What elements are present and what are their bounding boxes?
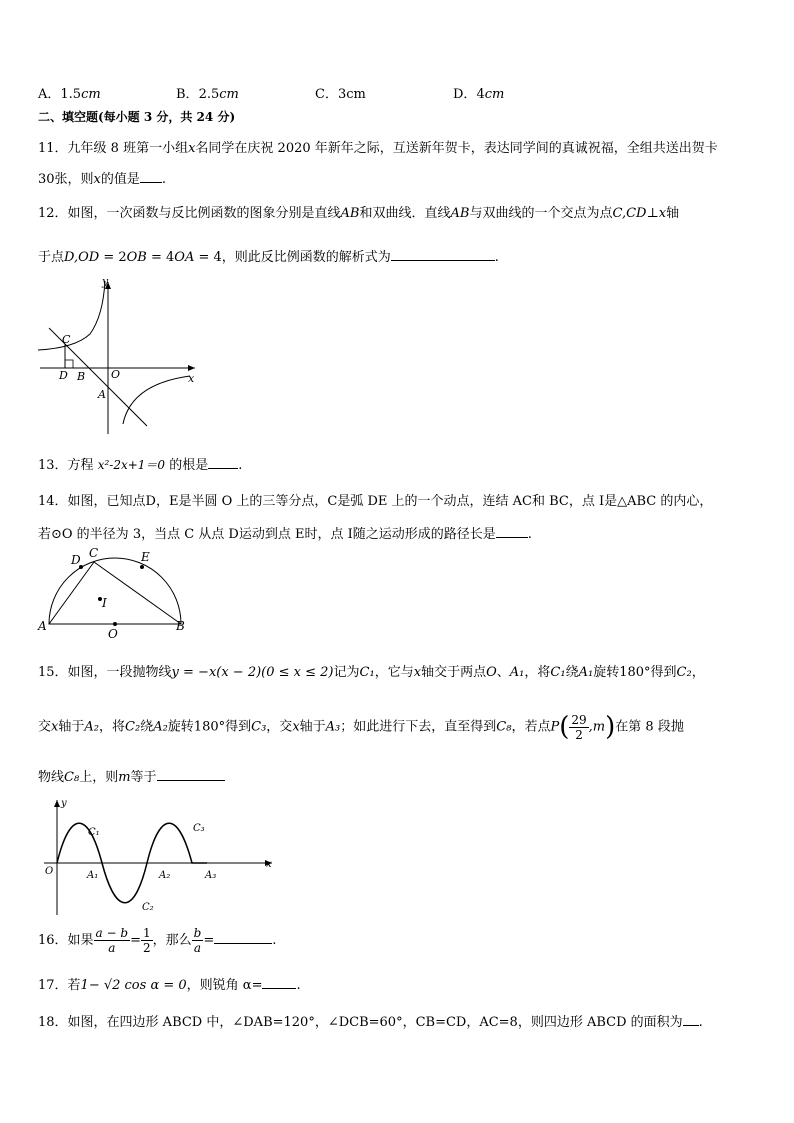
q15-line3: 物线C₈上，则m等于 — [38, 766, 225, 785]
label-e: E — [141, 550, 150, 564]
label-y: y — [102, 276, 109, 288]
figure-q14 — [35, 542, 195, 642]
section-title: 二、填空题(每小题 3 分，共 24 分) — [38, 110, 236, 124]
answer-blank[interactable] — [391, 248, 495, 261]
label-c: C — [62, 333, 71, 346]
label-d: D — [71, 553, 81, 567]
label-x: x — [266, 859, 272, 870]
segment-bc — [94, 562, 181, 624]
answer-blank[interactable] — [140, 170, 162, 183]
q15-line2: 交x轴于A₂，将C₂绕A₂旋转180°得到C₃，交x轴于A₃；如此进行下去，直至得到C₈，若点P( $\frac{29}{2}$ ,m)在第 8 段抛 — [38, 712, 684, 742]
label-y: y — [61, 798, 67, 809]
q14-line2: 若⊙O 的半径为 3，当点 C 从点 D运动到点 E时，点 I随之运动形成的路径长是 . — [38, 527, 532, 542]
label-c2: C₂ — [142, 902, 154, 913]
label-c: C — [89, 546, 99, 560]
answer-blank[interactable] — [683, 1013, 699, 1026]
label-c3: C₃ — [193, 823, 205, 834]
point-e — [140, 565, 144, 569]
x-axis-arrow-icon — [188, 365, 195, 371]
answer-blank[interactable] — [496, 525, 528, 538]
hyperbola-right — [123, 376, 190, 424]
q14-line1: 14．如图，已知点D，E是半圆 O 上的三等分点，C是弧 DE 上的一个动点，连结 AC和 BC，点 I是△ABC 的内心， — [38, 494, 713, 509]
answer-blank[interactable] — [157, 768, 225, 781]
label-x: x — [188, 372, 195, 385]
y-axis-arrow-icon — [54, 800, 60, 807]
label-a2: A₂ — [159, 870, 171, 881]
option-a: A．1.5cm — [38, 87, 101, 102]
point-o — [113, 622, 117, 626]
label-o: O — [111, 368, 121, 381]
label-a3: A₃ — [205, 870, 217, 881]
segment-ac — [49, 562, 94, 624]
q18-line: 18．如图，在四边形 ABCD 中，∠DAB=120°，∠DCB=60°，CB=CD，AC=8，则四边形 ABCD 的面积为 . — [38, 1015, 703, 1030]
answer-blank[interactable] — [214, 931, 272, 944]
hyperbola-left — [38, 281, 105, 350]
q11-line2: 30张，则x的值是 . — [38, 172, 167, 187]
label-a: A — [38, 619, 47, 633]
semicircle — [49, 558, 181, 624]
label-b: B — [176, 619, 185, 633]
label-a1: A₁ — [87, 870, 99, 881]
option-c: C．3cm — [315, 87, 366, 102]
label-o: O — [108, 627, 118, 641]
label-o: O — [45, 866, 54, 877]
label-a: A — [98, 388, 106, 401]
q15-line1: 15．如图，一段抛物线y = −x(x − 2)(0 ≤ x ≤ 2)记为C₁，它与x轴交于两点O、A₁，将C₁绕A₁旋转180°得到C₂， — [38, 665, 705, 680]
label-d: D — [59, 369, 68, 382]
label-c1: C₁ — [88, 827, 100, 838]
q17-line: 17．若1− √2 cos α = 0，则锐角 α= . — [38, 978, 301, 993]
right-angle-mark — [65, 360, 73, 368]
q16-line: 16．如果 $\frac{a - b}{a}$ = $\frac{1}{2}$ ，那么 $\frac{b}{a}$ = . — [38, 926, 277, 955]
answer-blank[interactable] — [208, 456, 238, 469]
q12-line2: 于点D,OD = 2OB = 4OA = 4，则此反比例函数的解析式为 . — [38, 250, 499, 265]
option-d: D．4cm — [453, 87, 505, 102]
answer-blank[interactable] — [262, 976, 296, 989]
q13-line: 13．方程 x²-2x+1＝0 的根是 . — [38, 458, 243, 473]
figure-q15 — [40, 795, 280, 920]
q11-line1: 11．九年级 8 班第一小组x名同学在庆祝 2020 年新年之际，互送新年贺卡，表达同学间的真诚祝福，全组共送出贺卡 — [38, 141, 718, 156]
option-b: B．2.5cm — [176, 87, 239, 102]
q12-line1: 12．如图，一次函数与反比例函数的图象分别是直线AB和双曲线．直线AB与双曲线的一个交点为点C,CD⊥x轴 — [38, 206, 680, 221]
label-i: I — [102, 596, 107, 610]
label-b: B — [77, 370, 86, 383]
figure-q12 — [35, 276, 205, 436]
